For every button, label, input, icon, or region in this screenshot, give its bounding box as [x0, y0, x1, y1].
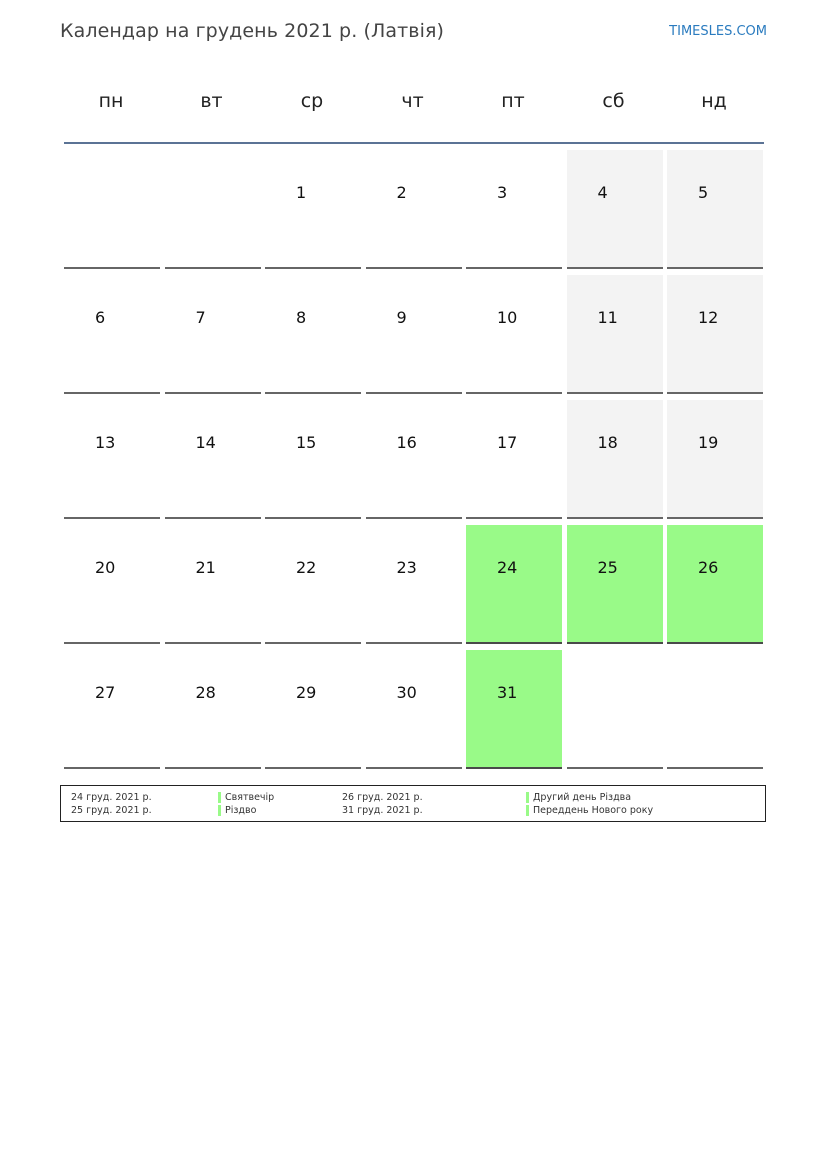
day-cell: [466, 650, 562, 769]
day-number: 14: [195, 433, 216, 452]
day-cell: [567, 150, 663, 269]
weekday-label: пт: [501, 90, 525, 112]
day-number: 30: [396, 683, 417, 702]
day-number: 11: [597, 308, 618, 327]
legend-color-marker: [218, 805, 221, 816]
day-number: 8: [296, 308, 307, 327]
empty-day-cell: [64, 150, 160, 269]
weekday-header: [63, 90, 764, 118]
day-cell: [64, 650, 160, 769]
weekday-label: ср: [300, 90, 324, 112]
empty-day-cell: [165, 150, 261, 269]
weekday-label: пн: [98, 90, 124, 112]
day-cell: [64, 525, 160, 644]
legend-date: 26 груд. 2021 р.: [342, 792, 423, 803]
day-number: 20: [95, 558, 116, 577]
day-cell: [265, 275, 361, 394]
day-cell: [366, 150, 462, 269]
day-cell: [265, 400, 361, 519]
day-cell: [64, 275, 160, 394]
day-number: 16: [396, 433, 417, 452]
day-number: 18: [597, 433, 618, 452]
holiday-legend: [60, 785, 766, 822]
day-number: 9: [396, 308, 407, 327]
legend-color-marker: [526, 792, 529, 803]
day-cell: [466, 525, 562, 644]
day-number: 4: [597, 183, 608, 202]
day-cell: [567, 275, 663, 394]
legend-holiday-name: Другий день Різдва: [533, 792, 632, 803]
brand-link[interactable]: TIMESLES.COM: [669, 24, 767, 39]
weekday-label: сб: [602, 90, 625, 112]
day-number: 22: [296, 558, 317, 577]
day-number: 15: [296, 433, 317, 452]
weekday-label: чт: [401, 90, 424, 112]
day-cell: [165, 400, 261, 519]
day-cell: [165, 650, 261, 769]
day-cell: [366, 650, 462, 769]
day-cell: [567, 400, 663, 519]
weekday-label: вт: [200, 90, 223, 112]
day-number: 5: [698, 183, 709, 202]
day-number: 21: [195, 558, 216, 577]
legend-color-marker: [526, 805, 529, 816]
day-number: 29: [296, 683, 317, 702]
legend-date: 25 груд. 2021 р.: [71, 805, 152, 816]
day-number: 23: [396, 558, 417, 577]
day-number: 17: [497, 433, 518, 452]
legend-date: 24 груд. 2021 р.: [71, 792, 152, 803]
day-number: 19: [698, 433, 719, 452]
legend-color-marker: [218, 792, 221, 803]
day-cell: [466, 275, 562, 394]
legend-holiday-name: Переддень Нового року: [533, 805, 654, 816]
day-number: 31: [497, 683, 518, 702]
day-number: 27: [95, 683, 116, 702]
day-cell: [667, 275, 763, 394]
day-number: 13: [95, 433, 116, 452]
legend-holiday-name: Різдво: [225, 805, 257, 816]
day-cell: [265, 650, 361, 769]
day-cell: [667, 150, 763, 269]
day-number: 7: [195, 308, 206, 327]
day-number: 25: [597, 558, 618, 577]
legend-holiday-name: Святвечір: [225, 792, 275, 803]
day-number: 26: [698, 558, 719, 577]
day-cell: [667, 525, 763, 644]
legend-date: 31 груд. 2021 р.: [342, 805, 423, 816]
day-cell: [165, 275, 261, 394]
day-cell: [667, 400, 763, 519]
day-cell: [466, 400, 562, 519]
weekday-label: нд: [701, 90, 727, 112]
day-number: 10: [497, 308, 518, 327]
day-number: 1: [296, 183, 307, 202]
day-cell: [64, 400, 160, 519]
page-title: Календар на грудень 2021 р. (Латвія): [60, 20, 445, 42]
empty-day-cell: [667, 650, 763, 769]
day-number: 2: [396, 183, 407, 202]
empty-day-cell: [567, 650, 663, 769]
day-cell: [265, 150, 361, 269]
header-divider: [64, 142, 764, 144]
day-number: 12: [698, 308, 719, 327]
day-cell: [567, 525, 663, 644]
day-number: 3: [497, 183, 508, 202]
day-cell: [466, 150, 562, 269]
day-cell: [366, 525, 462, 644]
day-cell: [366, 275, 462, 394]
day-number: 28: [195, 683, 216, 702]
day-cell: [165, 525, 261, 644]
day-cell: [265, 525, 361, 644]
day-number: 24: [497, 558, 518, 577]
day-cell: [366, 400, 462, 519]
day-number: 6: [95, 308, 106, 327]
